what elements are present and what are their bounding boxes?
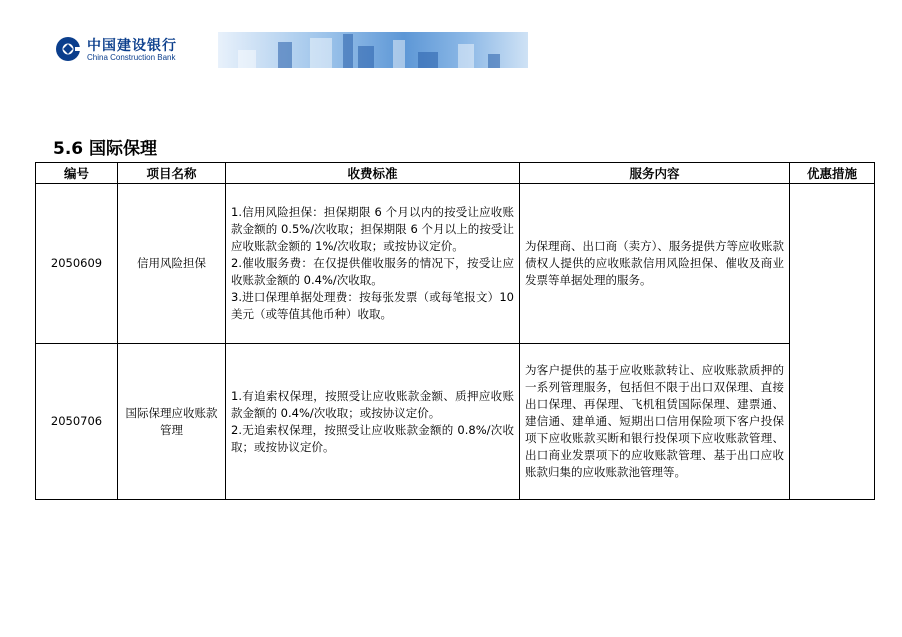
section-title: 5.6 国际保理 (53, 139, 158, 159)
row-service: 为客户提供的基于应收账款转让、应收账款质押的一系列管理服务，包括但不限于出口双保理、直接出口保理、再保理、飞机租赁国际保理、建票通、建信通、建单通、短期出口信用保险项下客户投保项下应收账款买断和银行投保项下应收账款管理、出口商业发票项下的应收账款管理、基于出口应收账款归集的应收账款池管理等。 (520, 344, 790, 500)
header-banner (53, 32, 528, 68)
header-fee: 收费标准 (226, 163, 520, 184)
header-name: 项目名称 (118, 163, 226, 184)
bank-name-en: China Construction Bank (87, 53, 176, 62)
banner-cityscape-image (218, 32, 528, 68)
table-row (36, 344, 875, 500)
row-service: 为保理商、出口商（卖方）、服务提供方等应收账款债权人提供的应收账款信用风险担保、催收及商业发票等单据处理的服务。 (520, 184, 790, 344)
ccb-logo-icon (55, 36, 81, 62)
row-fee: 1.有追索权保理，按照受让应收账款金额、质押应收账款金额的 0.4%/次收取；或按协议定价。 2.无追索权保理，按照受让应收账款金额的 0.8%/次收取；或按协议定价。 (226, 344, 520, 500)
row-fee: 1.信用风险担保：担保期限 6 个月以内的按受让应收账款金额的 0.5%/次收取；担保期限 6 个月以上的按受让应收账款金额的 1%/次收取；或按协议定价。 2.催收服务费：在仅提供催收服务的情况下，按受让应收账款金额的 0.4%/次收取。 3.进口保理单据处理费：按每张发票（或每笔报文）10 美元（或等值其他币种）收取。 (226, 184, 520, 344)
row-name: 信用风险担保 (118, 184, 226, 344)
header-discount: 优惠措施 (790, 163, 875, 184)
row-name: 国际保理应收账款管理 (118, 344, 226, 500)
header-code: 编号 (36, 163, 118, 184)
table-header-row (36, 163, 875, 184)
fee-table (35, 162, 875, 500)
table-row (36, 184, 875, 344)
bank-logo (53, 32, 218, 68)
row-code: 2050706 (36, 344, 118, 500)
header-service: 服务内容 (520, 163, 790, 184)
bank-name-cn: 中国建设银行 (87, 38, 177, 54)
discount-cell (790, 184, 875, 500)
row-code: 2050609 (36, 184, 118, 344)
